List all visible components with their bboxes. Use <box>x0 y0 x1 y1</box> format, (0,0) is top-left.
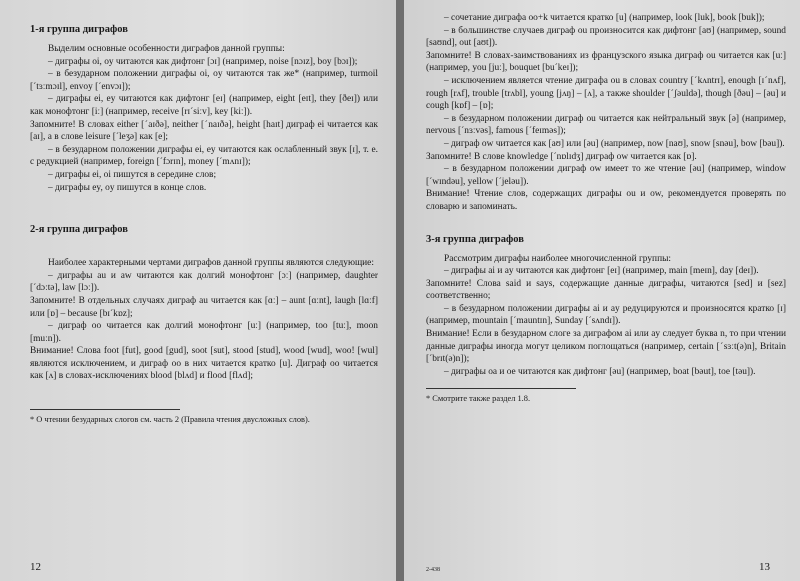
section-intro-2: Наиболее характерными чертами диграфов данной группы являются следующие: <box>48 258 374 269</box>
list-item: – в безударном положении диграфы ai и ay редуцируются и произносятся кратко [ɪ] (например, mountain [ˊmauntɪn], Sunday [ˊsʌndɪ]). <box>426 303 786 327</box>
list-item: – диграфы ai и ay читаются как дифтонг [eɪ] (например, main [meɪn], day [deɪ]). <box>444 266 759 277</box>
page-number: 13 <box>759 561 770 573</box>
list-item: – диграф ow читается как [aʊ] или [əu] (например, now [naʊ], snow [snəu], bow [bəu]). <box>444 138 785 149</box>
printer-signature: 2-438 <box>426 567 440 573</box>
list-item: Запомните! В отдельных случаях диграф au читается как [ɑː] – aunt [ɑːnt], laugh [lɑːf] или [ɒ] – because [bɪˊkɒz]; <box>30 295 378 319</box>
right-page <box>404 0 800 581</box>
section-title-1: 1-я группа диграфов <box>30 24 128 35</box>
list-item: Запомните! В словах either [ˊaɪðə], neither [ˊnaɪðə], height [haɪt] диграф ei читается как [aɪ], а в слове leisure [ˊleʒə] как [e]; <box>30 119 378 143</box>
list-item: – диграфы ei, oi пишутся в середине слов; <box>48 169 217 180</box>
list-item: – диграфы oi, oy читаются как дифтонг [ɔɪ] (например, noise [nɔɪz], boy [bɔɪ]); <box>48 56 358 67</box>
section-intro-3: Рассмотрим диграфы наиболее многочисленной группы: <box>444 253 671 264</box>
list-item: – сочетание диграфа oo+k читается кратко [u] (например, look [luk], book [buk]); <box>444 13 765 23</box>
list-item: Внимание! Слова foot [fut], good [gud], soot [sut], stood [stud], wood [wud], woo! [wul] являются исключением, и диграф oo в них читается кратко [u]. Диграф oo читается как [ʌ] в словах-исключениях blood [blʌd] и flood [flʌd]; <box>30 346 378 382</box>
list-item: – в безударном положении диграфы ei, ey читаются как ослабленный звук [ɪ], т. е. с редукцией (например, foreign [ˊfɔrɪn], money [ˊmʌnɪ]); <box>30 144 378 168</box>
section-title-2: 2-я группа диграфов <box>30 224 128 236</box>
list-item: – в большинстве случаев диграф ou произносится как дифтонг [aʊ] (например, sound [saʊnd], out [aʊt]). <box>426 25 786 49</box>
book-gutter <box>396 0 404 581</box>
list-item: – диграфы oa и oe читаются как дифтонг [əu] (например, boat [bəut], toe [təu]). <box>444 366 756 377</box>
spacer <box>426 214 786 228</box>
section-intro-1: Выделим основные особенности диграфов данной группы: <box>48 44 285 54</box>
spacer <box>30 243 378 257</box>
list-item: – в безударном положении диграф ou читается как нейтральный звук [ə] (например, nervous [ˊnɜːvəs], famous [ˊfeɪməs]); <box>426 113 786 137</box>
list-item: – в безударном положении диграфы oi, oy читаются так же* (например, turmoil [ˊtɜːmɔɪl], envoy [ˊenvɔɪ]); <box>30 69 378 92</box>
list-item: Внимание! Если в безударном слоге за диграфом ai или ay следует буква n, то при чтении данные диграфы иногда могут целиком поглощаться (например, certain [ˊsɜːt(ə)n], Britain [ˊbrɪt(ə)n]); <box>426 329 786 365</box>
list-item: – исключением является чтение диграфа ou в словах country [ˊkʌntrɪ], enough [ɪˊnʌf], rough [rʌf], trouble [trʌbl], young [jʌŋ] – [ʌ], а также shoulder [ˊʃəuldə], though [ðəu] – [əu] и cough [kɒf] – [ɒ]; <box>426 75 786 112</box>
section-title-3: 3-я группа диграфов <box>426 233 524 245</box>
list-item: – в безударном положении диграф ow имеет то же чтение [əu] (например, window [ˊwɪndəu], yellow [ˊjeləu]). <box>426 164 786 187</box>
footnote: * Смотрите также раздел 1.8. <box>426 394 531 404</box>
footnote-divider <box>426 388 576 389</box>
list-item: Запомните! В словах-заимствованиях из французского языка диграф ou читается как [uː] (например, you [juː], bouquet [buˊkeɪ]); <box>426 50 786 74</box>
list-item: Внимание! Чтение слов, содержащих диграфы ou и ow, рекомендуется проверять по словарю и запоминать. <box>426 189 786 212</box>
spacer <box>30 194 378 218</box>
list-item: Запомните! Слова said и says, содержащие данные диграфы, читаются [sed] и [sez] соответственно; <box>426 278 786 302</box>
footnote-divider <box>30 409 180 410</box>
footnote: * О чтении безударных слогов см. часть 2 (Правила чтения двусложных слов). <box>30 415 310 425</box>
page-number: 12 <box>30 561 41 573</box>
list-item: – диграфы ey, oy пишутся в конце слов. <box>48 182 207 193</box>
list-item: – диграфы au и aw читаются как долгий монофтонг [ɔː] (например, daughter [ˊdɔːtə], law [lɔː]). <box>30 270 378 294</box>
list-item: – диграф oo читается как долгий монофтонг [uː] (например, too [tuː], moon [muːn]). <box>30 321 378 344</box>
list-item: – диграфы ei, ey читаются как дифтонг [eɪ] (например, eight [eɪt], they [ðeɪ]) или как монофтонг [iː] (например, receive [rɪˊsiːv], key [kiː]). <box>30 94 378 117</box>
left-page <box>0 0 396 581</box>
list-item: Запомните! В слове knowledge [ˊnɒlɪdʒ] диграф ow читается как [ɒ]. <box>426 151 697 162</box>
